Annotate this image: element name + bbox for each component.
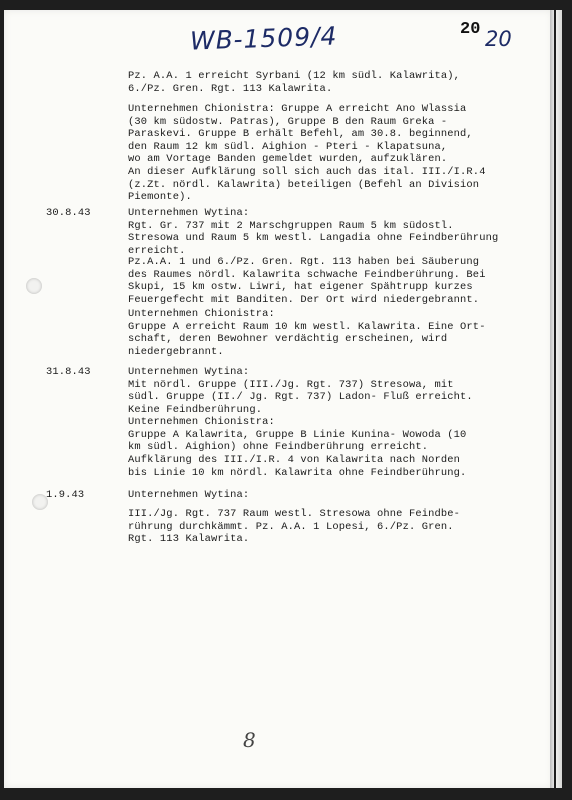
entry-paragraph: Unternehmen Wytina: — [128, 489, 250, 501]
entry-paragraph: III./Jg. Rgt. 737 Raum westl. Stresowa ohne Feindbe- rührung durchkämmt. Pz. A.A. 1 Lopesi, 6./Pz. Gren. Rgt. 113 Kalawrita. — [128, 508, 461, 546]
handwritten-bottom-mark: 8 — [243, 728, 256, 752]
entry-date: 1.9.43 — [46, 489, 85, 501]
page-edge-shadow — [550, 10, 554, 788]
entry-paragraph: Unternehmen Chionistra: Gruppe A erreicht Raum 10 km westl. Kalawrita. Eine Ort- schaft, deren Bewohner verdächtig erscheinen, wird niedergebrannt. — [128, 308, 486, 358]
entry-paragraph: Aufklärung des III./I.R. 4 von Kalawrita nach Norden bis Linie 10 km nördl. Kalawrita ohne Feindberührung. — [128, 454, 467, 479]
entry-paragraph: Unternehmen Wytina: Mit nördl. Gruppe (III./Jg. Rgt. 737) Stresowa, mit südl. Gruppe (II./ Jg. Rgt. 737) Ladon- Fluß erreicht. Keine Feindberührung. — [128, 366, 473, 416]
punch-hole — [26, 278, 42, 294]
entry-date: 30.8.43 — [46, 207, 91, 219]
handwritten-page-number: 20 — [485, 27, 512, 51]
typed-page-number: 20 — [460, 20, 481, 39]
paragraph-chionistra-intro: Unternehmen Chionistra: Gruppe A erreicht Ano Wlassia (30 km südostw. Patras), Gruppe B den Raum Greka - Paraskevi. Gruppe B erhält Befehl, am 30.8. beginnend, den Raum 12 km südl. Aighion - Pteri - Klapatsuna, wo am Vortage Banden gemeldet wurden, aufzuklären. An dieser Aufklärung soll sich auch das ital. III./I.R.4 (z.Zt. nördl. Kalawrita) beteiligen (Befehl an Division Piemonte). — [128, 103, 486, 204]
entry-paragraph: Unternehmen Wytina: Rgt. Gr. 737 mit 2 Marschgruppen Raum 5 km südostl. Stresowa und Raum 5 km westl. Langadia ohne Feindberührung erreicht. — [128, 207, 499, 257]
paragraph-continuation: Pz. A.A. 1 erreicht Syrbani (12 km südl. Kalawrita), 6./Pz. Gren. Rgt. 113 Kalawrita. — [128, 70, 461, 95]
entry-date: 31.8.43 — [46, 366, 91, 378]
entry-paragraph: Unternehmen Chionistra: Gruppe A Kalawrita, Gruppe B Linie Kunina- Wowoda (10 km südl. Aighion) ohne Feindberührung erreicht. — [128, 416, 467, 454]
page-edge-curl — [556, 10, 562, 788]
entry-paragraph: Pz.A.A. 1 und 6./Pz. Gren. Rgt. 113 haben bei Säuberung des Raumes nördl. Kalawrita schwache Feindberührung. Bei Skupi, 15 km ostw. Liwri, hat eigener Spähtrupp kurzes Feuergefecht mit Banditen. Der Ort wird niedergebrannt. — [128, 256, 486, 306]
handwritten-archive-reference: WB-1509/4 — [189, 21, 338, 56]
